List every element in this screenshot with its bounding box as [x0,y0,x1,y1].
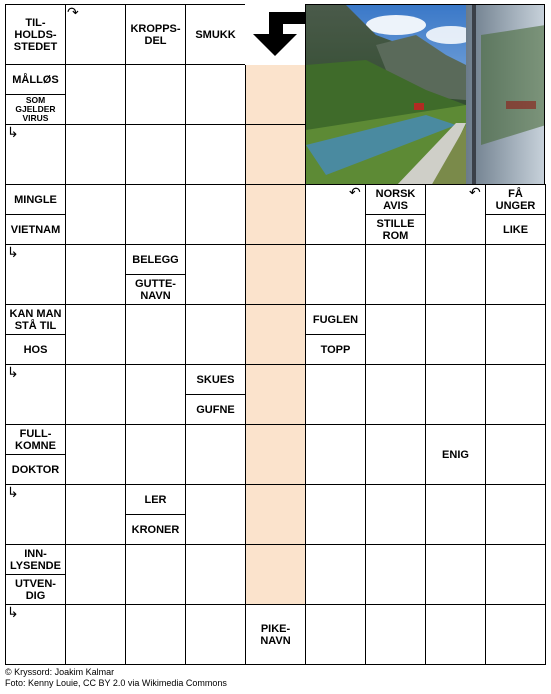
answer-cell[interactable] [365,544,426,605]
answer-cell[interactable] [125,364,186,425]
answer-cell[interactable] [185,484,246,545]
answer-cell[interactable] [365,364,426,425]
clue-stille-rom: STILLE ROM [365,214,426,245]
landscape-photo [305,4,545,185]
answer-cell[interactable] [125,184,186,245]
answer-cell[interactable] [65,544,126,605]
clue-mingle: MINGLE [5,184,66,215]
answer-cell[interactable] [65,304,126,365]
answer-cell[interactable] [185,424,246,485]
answer-cell[interactable] [125,64,186,125]
answer-cell[interactable] [305,544,366,605]
answer-cell[interactable] [485,244,546,305]
answer-cell[interactable] [125,424,186,485]
clue-belegg: BELEGG [125,244,186,275]
answer-cell[interactable] [485,484,546,545]
clue-kroner: KRONER [125,514,186,545]
clue-fa-unger: FÅ UNGER [485,184,546,215]
clue-fullkomne: FULL- KOMNE [5,424,66,455]
clue-pikenavn: PIKE- NAVN [245,604,306,665]
answer-cell[interactable] [65,604,126,665]
answer-cell[interactable] [425,304,486,365]
clue-ler: LER [125,484,186,515]
highlighted-answer-cell[interactable] [245,124,306,185]
answer-cell[interactable] [305,604,366,665]
hook-arrow-down-icon: ↳ [7,484,19,500]
clue-guttenavn: GUTTE- NAVN [125,274,186,305]
clue-gufne: GUFNE [185,394,246,425]
answer-cell[interactable] [485,304,546,365]
answer-cell[interactable] [485,544,546,605]
answer-cell[interactable] [125,604,186,665]
hook-arrow-down-icon: ↳ [7,604,19,620]
hook-arrow-right-icon: ↷ [67,4,79,20]
answer-cell[interactable] [485,424,546,485]
answer-cell[interactable] [185,604,246,665]
highlighted-answer-cell[interactable] [245,64,306,125]
down-arrow-icon [245,4,306,65]
answer-cell[interactable] [365,424,426,485]
answer-cell[interactable] [365,244,426,305]
highlighted-answer-cell[interactable] [245,304,306,365]
answer-cell[interactable] [425,364,486,425]
answer-cell[interactable] [65,244,126,305]
credit-photo: Foto: Kenny Louie, CC BY 2.0 via Wikimedia Commons [5,678,227,688]
clue-kan-man-sta-til: KAN MAN STÅ TIL [5,304,66,335]
answer-cell[interactable] [305,424,366,485]
highlighted-answer-cell[interactable] [245,244,306,305]
clue-tilholdsstedet: TIL- HOLDS- STEDET [5,4,66,65]
highlighted-answer-cell[interactable] [245,544,306,605]
answer-cell[interactable] [485,604,546,665]
clue-utvendig: UTVEN- DIG [5,574,66,605]
answer-cell[interactable] [65,184,126,245]
highlighted-answer-cell[interactable] [245,184,306,245]
clue-malloes: MÅLLØS [5,64,66,95]
answer-cell[interactable] [65,364,126,425]
answer-cell[interactable] [425,544,486,605]
clue-like: LIKE [485,214,546,245]
answer-cell[interactable] [185,544,246,605]
answer-cell[interactable] [185,64,246,125]
answer-cell[interactable] [125,544,186,605]
answer-cell[interactable] [185,184,246,245]
clue-vietnam: VIETNAM [5,214,66,245]
answer-cell[interactable] [365,484,426,545]
answer-cell[interactable] [305,364,366,425]
clue-skues: SKUES [185,364,246,395]
answer-cell[interactable] [425,484,486,545]
highlighted-answer-cell[interactable] [245,364,306,425]
answer-cell[interactable] [305,244,366,305]
answer-cell[interactable] [305,484,366,545]
clue-doktor: DOKTOR [5,454,66,485]
clue-innlysende: INN- LYSENDE [5,544,66,575]
clue-kroppsdel: KROPPS- DEL [125,4,186,65]
answer-cell[interactable] [425,604,486,665]
answer-cell[interactable] [365,604,426,665]
answer-cell[interactable] [65,424,126,485]
clue-hos: HOS [5,334,66,365]
clue-enig: ENIG [425,424,486,485]
answer-cell[interactable] [425,244,486,305]
hook-arrow-left-icon: ↶ [469,184,481,200]
answer-cell[interactable] [125,304,186,365]
answer-cell[interactable] [65,124,126,185]
clue-som-gjelder-virus: SOM GJELDER VIRUS [5,94,66,125]
clue-topp: TOPP [305,334,366,365]
highlighted-answer-cell[interactable] [245,484,306,545]
answer-cell[interactable] [365,304,426,365]
hook-arrow-left-icon: ↶ [349,184,361,200]
crossword-grid [5,4,545,664]
clue-smukk: SMUKK [185,4,246,65]
answer-cell[interactable] [65,484,126,545]
answer-cell[interactable] [185,304,246,365]
hook-arrow-down-icon: ↳ [7,244,19,260]
answer-cell[interactable] [485,364,546,425]
clue-fuglen: FUGLEN [305,304,366,335]
answer-cell[interactable] [125,124,186,185]
hook-arrow-down-icon: ↳ [7,124,19,140]
answer-cell[interactable] [185,124,246,185]
answer-cell[interactable] [185,244,246,305]
hook-arrow-down-icon: ↳ [7,364,19,380]
clue-norsk-avis: NORSK AVIS [365,184,426,215]
credit-crossword: © Kryssord: Joakim Kalmar [5,667,115,677]
answer-cell[interactable] [65,64,126,125]
highlighted-answer-cell[interactable] [245,424,306,485]
